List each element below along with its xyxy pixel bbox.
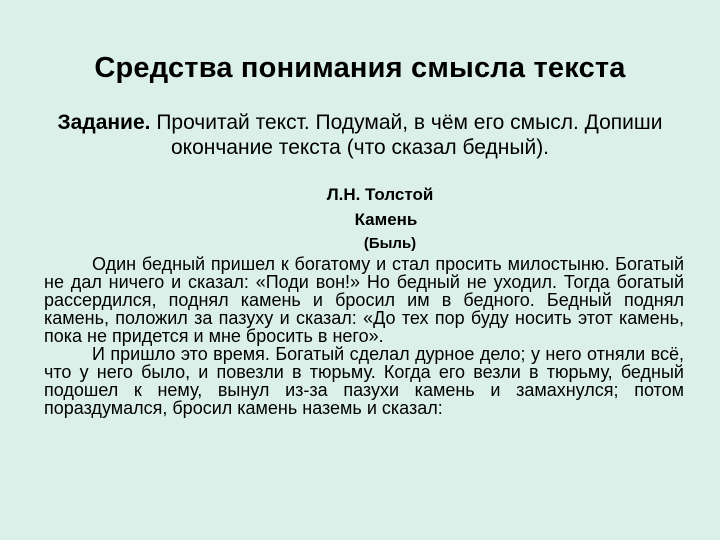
story-genre: (Быль)	[363, 235, 417, 252]
story-body	[44, 255, 684, 417]
task-text: Прочитай текст. Подумай, в чём его смысл. Допиши окончание текста (что сказал бедный).	[150, 111, 663, 159]
story-paragraph: Один бедный пришел к богатому и стал просить милостыню. Богатый не дал ничего и сказал: «Поди вон!» Но бедный не уходил. Тогда богатый рассердился, поднял камень и бросил им в бедного. Бедный поднял камень, положил за пазуху и сказал: «До тех пор буду носить этот камень, пока не придется и мне бросить в него».	[44, 254, 684, 346]
task-instruction	[30, 110, 690, 160]
slide-title: Средства понимания смысла текста	[94, 52, 626, 84]
story-paragraph: И пришло это время. Богатый сделал дурное дело; у него отняли всё, что у него было, и повезли в тюрьму. Когда его везли в тюрьму, бедный подошел к нему, вынул из-за пазухи камень и замахнулся; потом пораздумался, бросил камень наземь и сказал:	[44, 344, 684, 418]
story-title: Камень	[354, 210, 418, 229]
task-label: Задание.	[57, 111, 151, 134]
story-author: Л.Н. Толстой	[326, 185, 434, 204]
